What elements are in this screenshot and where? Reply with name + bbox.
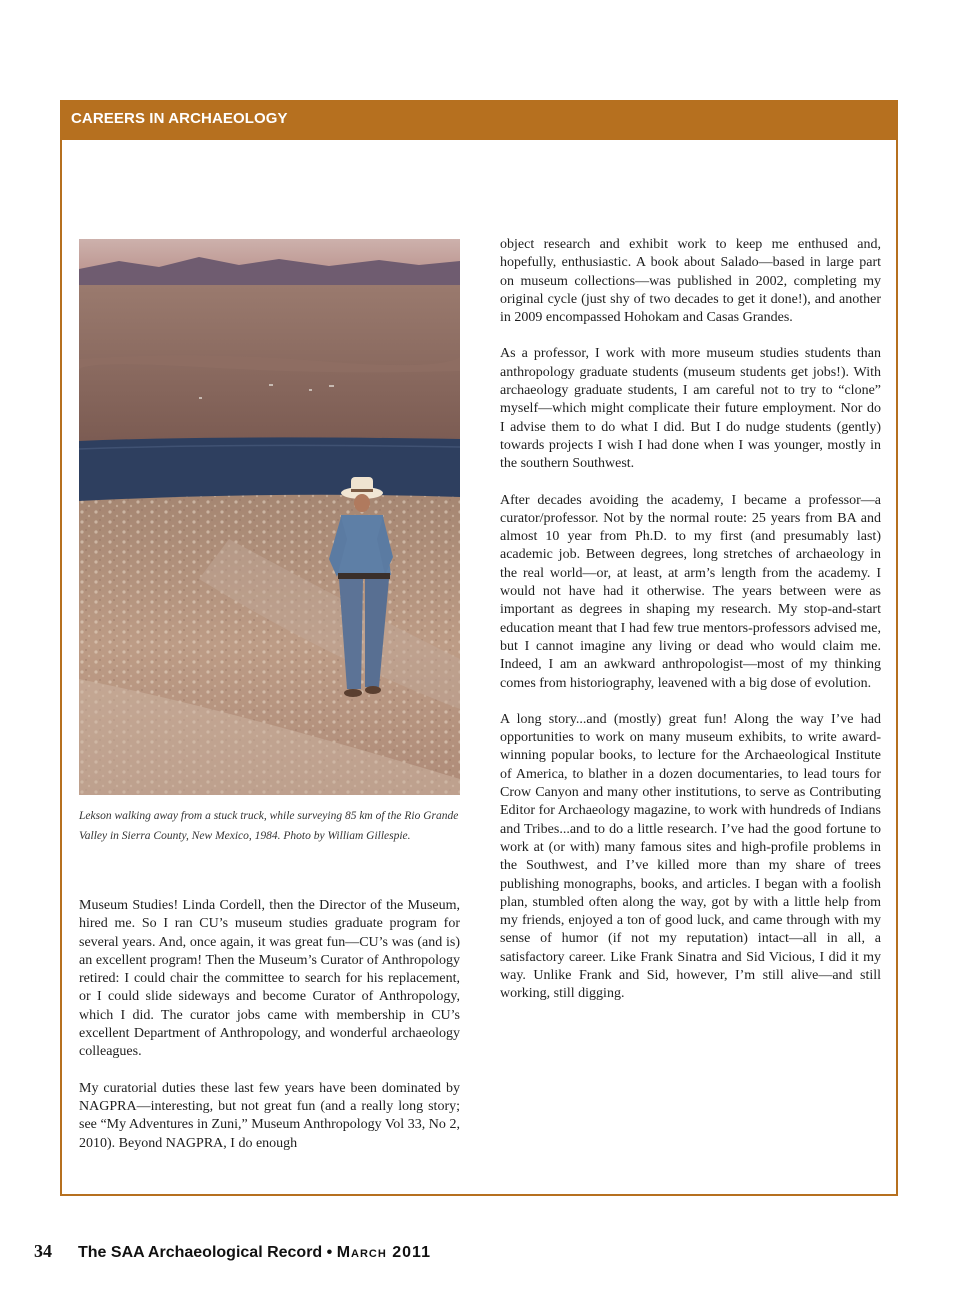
- photo-caption: Lekson walking away from a stuck truck, while surveying 85 km of the Rio Grande Valley in Sierra County, New Mexico, 1984. Photo by William Gillespie.: [79, 810, 459, 842]
- paragraph: As a professor, I work with more museum studies students than anthropology graduate students (museum students get jobs!). With archaeology graduate students, I am careful not to try to “clone” myself—which might complicate their future employment. Nor do I advise them to do what I did. But I do nudge students (gently) towards projects I wish I had done when I was younger, mostly in the southern Southwest.: [500, 346, 881, 472]
- paragraph: A long story...and (mostly) great fun! Along the way I’ve had opportunities to work on many museum exhibits, to write award-winning popular books, to lecture for the Archaeological Institute of America, to blather in a dozen documentaries, to lead tours for Crow Canyon and many other institutions, to serve as Contributing Editor for Archaeology magazine, to work with hundreds of Indians and Tribes...and to do a little research. I’ve had the good fortune to work at (or with) many famous sites and high-profile problems in the Southwest, and I’ve killed more than my share of trees publishing monographs, books, and articles. I began with a foolish plan, stumbled often along the way, got by with a little help from my friends, enjoyed a ton of good luck, and came through with my sense of humor (if not my reputation) intact—all in all, a satisfactory career. Like Frank Sinatra and Sid Vicious, I did it my way. Unlike Frank and Sid, however, I’m still alive—and still working, still digging.: [500, 711, 881, 1002]
- article-photo: [79, 239, 460, 795]
- left-text-column: [79, 897, 460, 1171]
- page-footer: [34, 1241, 431, 1262]
- section-title: CAREERS IN ARCHAEOLOGY: [71, 110, 288, 127]
- issue-date: March 2011: [336, 1244, 431, 1261]
- section-header-bar: [62, 102, 896, 140]
- paragraph: object research and exhibit work to keep me enthused and, hopefully, enthusiastic. A book about Salado—based in large part on museum collections—was published in 2002, completing my original cycle (just shy of two decades to get it done!), and another in 2009 encompassed Hohokam and Casas Grandes.: [500, 237, 881, 326]
- paragraph: My curatorial duties these last few years have been dominated by NAGPRA—interesting, but not great fun (and a really long story; see “My Adventures in Zuni,” Museum Anthropology Vol 33, No 2, 2010). Beyond NAGPRA, I do enough: [79, 1080, 460, 1151]
- footer-separator: •: [322, 1244, 337, 1261]
- publication-title: The SAA Archaeological Record: [78, 1244, 323, 1261]
- paragraph: Museum Studies! Linda Cordell, then the Director of the Museum, hired me. So I ran CU’s museum studies graduate program for several years. And, once again, it was great fun—CU’s was (and is) an excellent program! Then the Museum’s Curator of Anthropology retired: I could chair the committee to search for his replacement, or I could slide sideways and become Curator of Anthropology, which I did. The curator jobs came with membership in CU’s excellent Department of Anthropology, and wonderful archaeology colleagues.: [79, 898, 460, 1060]
- page-number: 34: [34, 1241, 52, 1261]
- paragraph: After decades avoiding the academy, I became a professor—a curator/professor. Not by the normal route: 25 years from BA and almost 10 year from Ph.D. to my first (and presumably last) academic job. Between degrees, long stretches of archaeology in the real world—or, at least, at arm’s length from the academy. I would not have had it otherwise. The years between were as important as degrees in shaping my research. My stop-and-start education meant that I had few true mentors-professors advised me, but I cannot imagine any living or dead who would claim me. Indeed, I am an awkward anthropologist—most of my thinking comes from historiography, leavened with a big dose of evolution.: [500, 492, 881, 691]
- right-text-column: [500, 236, 881, 1022]
- landscape-photo-illustration: [79, 239, 460, 795]
